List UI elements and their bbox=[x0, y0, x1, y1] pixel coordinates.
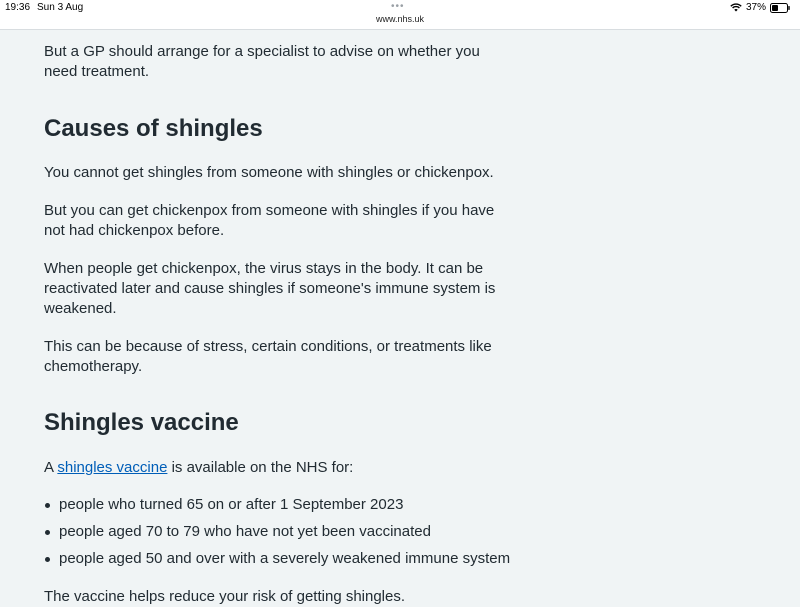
causes-paragraph: You cannot get shingles from someone with shingles or chickenpox. bbox=[44, 164, 494, 181]
shingles-vaccine-link[interactable]: shingles vaccine bbox=[57, 459, 168, 476]
more-options-icon[interactable]: ••• bbox=[391, 1, 405, 12]
address-bar[interactable]: www.nhs.uk bbox=[375, 14, 425, 24]
article-content bbox=[44, 30, 524, 607]
vaccine-heading: Shingles vaccine bbox=[44, 409, 239, 436]
causes-paragraph: This can be because of stress, certain conditions, or treatments like chemotherapy. bbox=[44, 338, 492, 375]
wifi-icon bbox=[730, 3, 742, 12]
battery-icon bbox=[770, 3, 790, 13]
battery-percent: 37% bbox=[745, 2, 766, 13]
status-date: Sun 3 Aug bbox=[37, 2, 84, 13]
vaccine-lead bbox=[44, 458, 524, 478]
vaccine-lead-prefix: A bbox=[44, 459, 58, 476]
vaccine-closing: The vaccine helps reduce your risk of getting shingles. bbox=[44, 588, 406, 605]
causes-paragraph: But you can get chickenpox from someone with shingles if you have not had chickenpox before. bbox=[44, 202, 495, 239]
list-item: people aged 70 to 79 who have not yet been vaccinated bbox=[44, 522, 524, 542]
status-bar bbox=[0, 0, 800, 30]
causes-heading: Causes of shingles bbox=[44, 115, 263, 142]
list-item: people aged 50 and over with a severely weakened immune system bbox=[44, 549, 524, 569]
intro-paragraph: But a GP should arrange for a specialist to advise on whether you need treatment. bbox=[44, 43, 480, 80]
causes-paragraph: When people get chickenpox, the virus stays in the body. It can be reactivated later and cause shingles if someone's immune system is weakened. bbox=[44, 260, 496, 317]
status-right bbox=[730, 2, 790, 13]
vaccine-lead-suffix: is available on the NHS for: bbox=[167, 459, 354, 476]
status-time: 19:36 bbox=[5, 2, 31, 13]
eligibility-list bbox=[44, 495, 524, 569]
list-item: people who turned 65 on or after 1 September 2023 bbox=[44, 495, 524, 515]
